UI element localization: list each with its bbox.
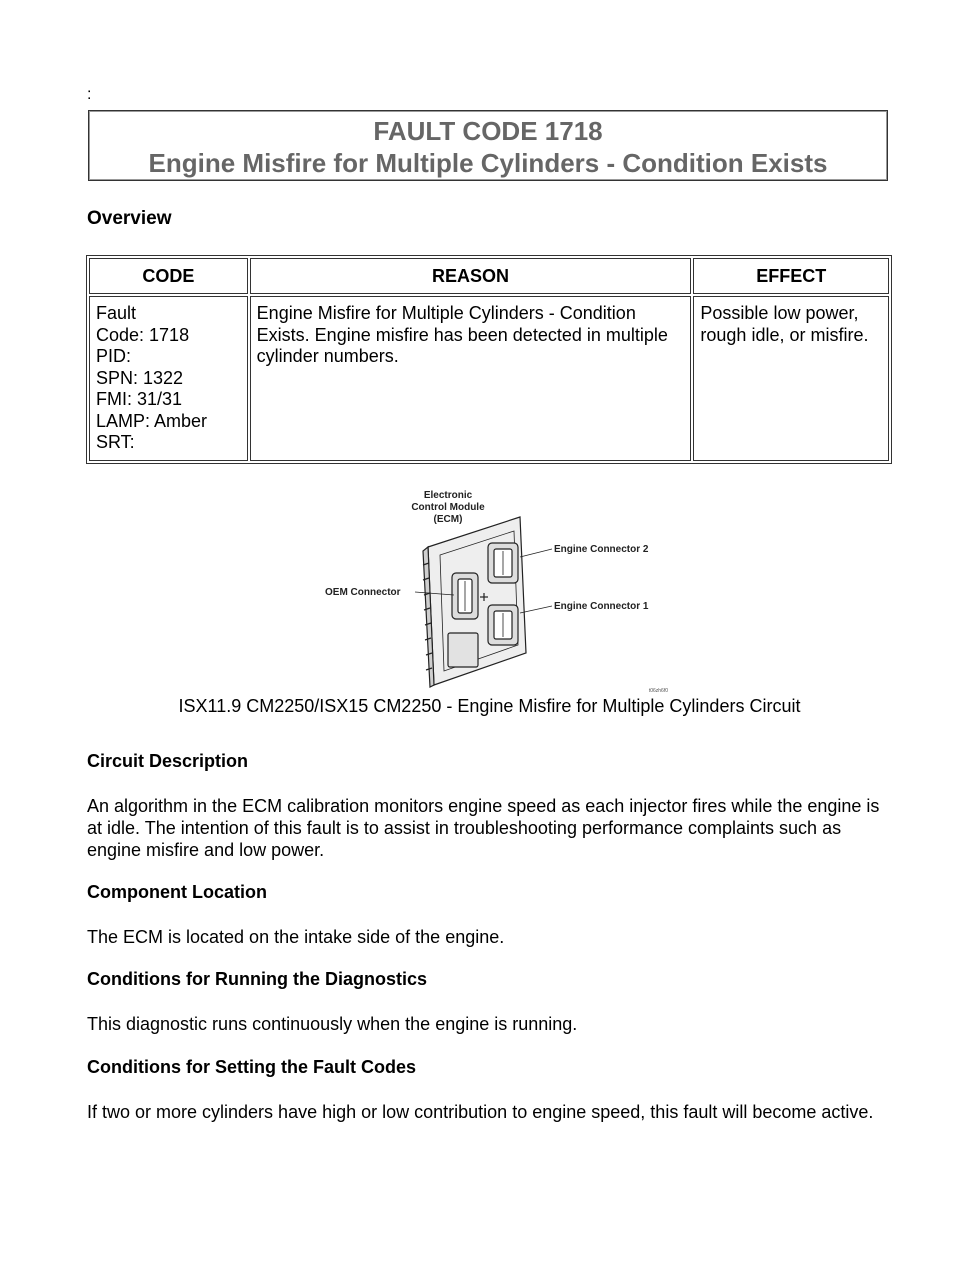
running-diagnostics-heading: Conditions for Running the Diagnostics bbox=[87, 969, 427, 989]
table-row bbox=[89, 296, 889, 461]
setting-fault-codes-text: If two or more cylinders have high or low contribution to engine speed, this fault will become active. bbox=[87, 1102, 874, 1122]
component-location-heading: Component Location bbox=[87, 882, 267, 902]
code-line-srt: SRT: bbox=[96, 432, 135, 452]
oem-connector-label: OEM Connector bbox=[325, 587, 401, 598]
ecm-label-line2: Control Module bbox=[411, 502, 485, 513]
code-line-spn: SPN: 1322 bbox=[96, 367, 184, 388]
figure-id-label: t06zh6f0 bbox=[648, 688, 668, 694]
running-diagnostics-text: This diagnostic runs continuously when the engine is running. bbox=[87, 1014, 578, 1034]
fault-description-title: Engine Misfire for Multiple Cylinders - Condition Exists bbox=[148, 148, 828, 178]
ecm-label-line1: Electronic bbox=[423, 490, 473, 501]
engine-connector-1-label: Engine Connector 1 bbox=[554, 601, 649, 612]
engine-connector-2-label: Engine Connector 2 bbox=[554, 544, 649, 555]
header-effect: EFFECT bbox=[693, 258, 889, 294]
ecm-module-icon bbox=[423, 517, 526, 687]
code-cell bbox=[89, 296, 248, 461]
code-line-lamp: LAMP: Amber bbox=[96, 410, 208, 431]
setting-fault-codes-heading: Conditions for Setting the Fault Codes bbox=[87, 1057, 416, 1077]
header-reason: REASON bbox=[250, 258, 692, 294]
ecm-label-line3: (ECM) bbox=[433, 514, 463, 525]
table-header-row bbox=[89, 258, 889, 294]
code-line-pid: PID: bbox=[96, 346, 132, 366]
reason-cell: Engine Misfire for Multiple Cylinders - Condition Exists. Engine misfire has been detected in multiple cylinder numbers. bbox=[250, 296, 692, 461]
leading-colon: : bbox=[87, 86, 92, 103]
code-line-fault: Fault bbox=[96, 303, 137, 323]
effect-cell: Possible low power, rough idle, or misfire. bbox=[693, 296, 889, 461]
fault-code-title: FAULT CODE 1718 bbox=[373, 116, 603, 146]
ecm-connector-diagram bbox=[320, 485, 670, 695]
overview-heading: Overview bbox=[87, 208, 172, 229]
component-location-text: The ECM is located on the intake side of the engine. bbox=[87, 927, 505, 947]
circuit-description-heading: Circuit Description bbox=[87, 751, 249, 771]
figure-caption: ISX11.9 CM2250/ISX15 CM2250 - Engine Misfire for Multiple Cylinders Circuit bbox=[178, 696, 801, 716]
fault-title-box bbox=[88, 110, 888, 181]
code-line-code: Code: 1718 bbox=[96, 324, 190, 345]
header-code: CODE bbox=[89, 258, 248, 294]
circuit-description-text: An algorithm in the ECM calibration monitors engine speed as each injector fires while the engine is at idle. The intention of this fault is to assist in troubleshooting performance complaints such as engine misfire and low power. bbox=[87, 796, 880, 860]
fault-overview-table bbox=[86, 255, 892, 464]
code-line-fmi: FMI: 31/31 bbox=[96, 389, 183, 409]
